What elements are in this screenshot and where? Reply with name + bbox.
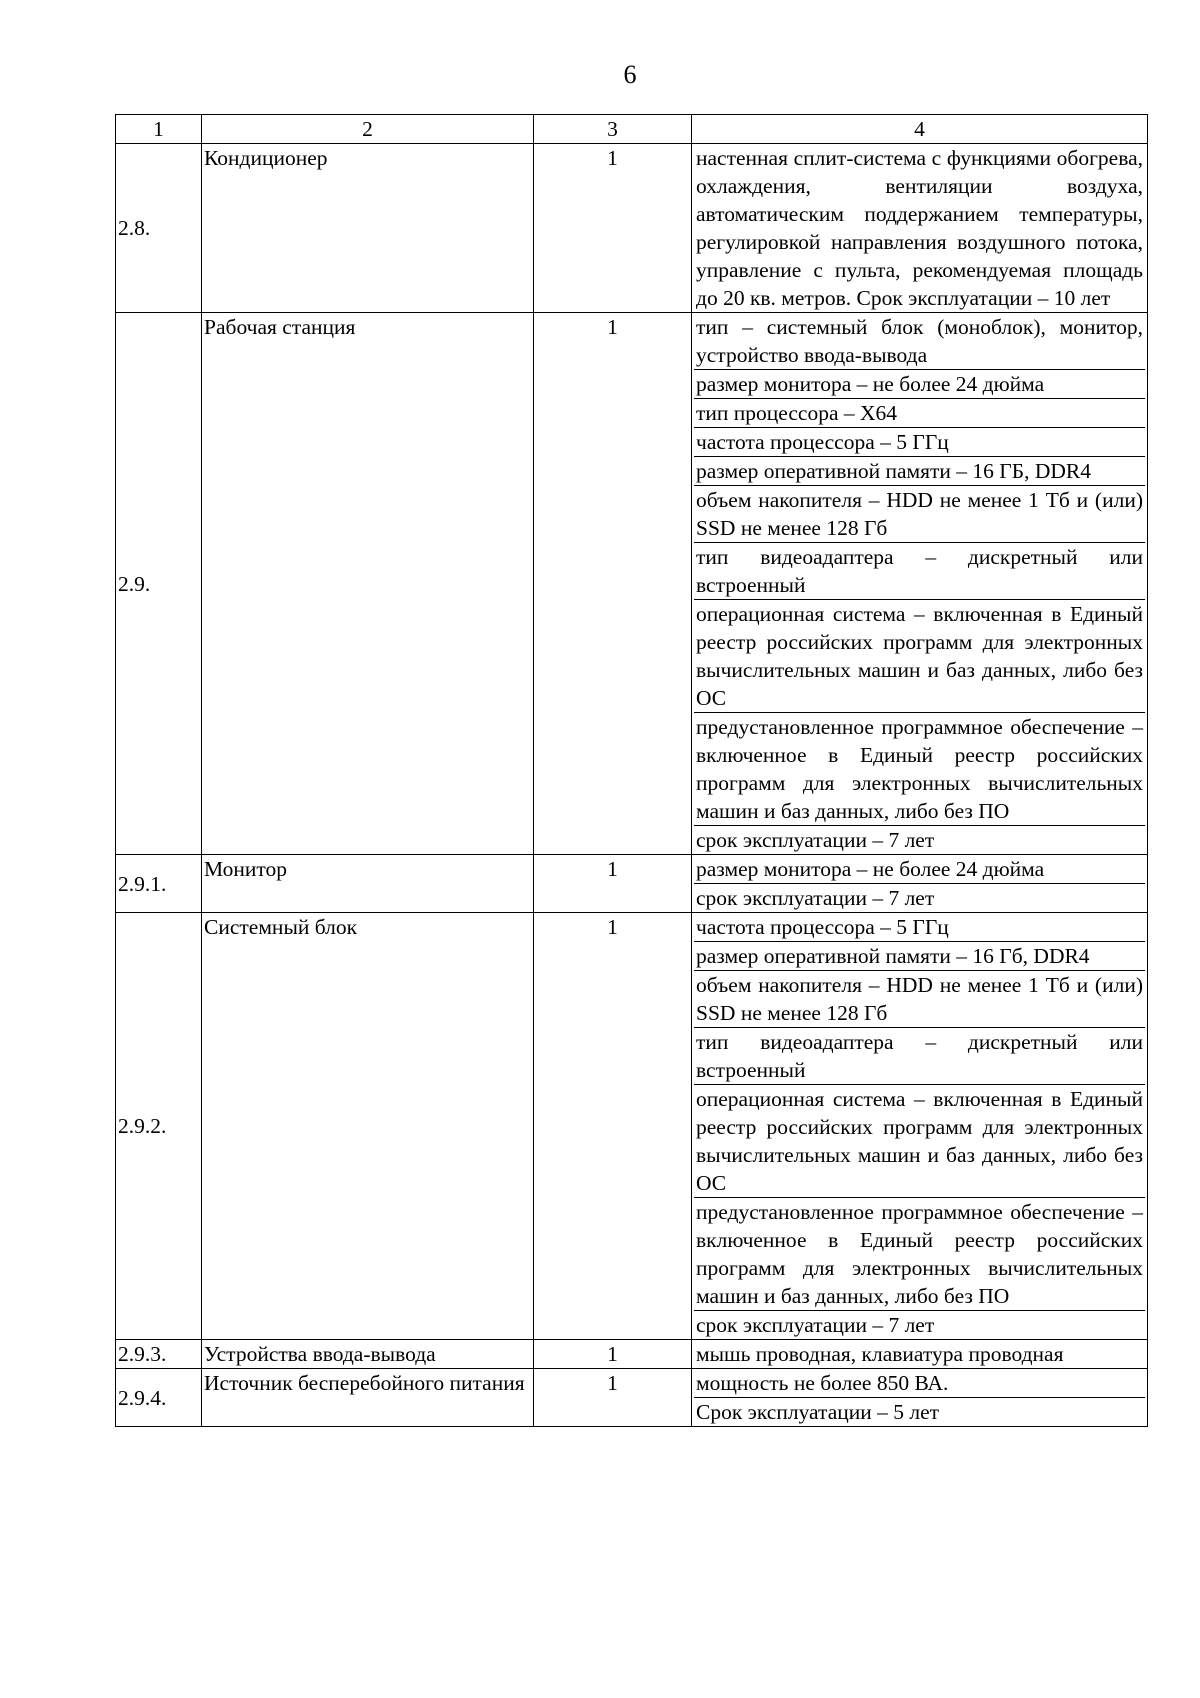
table-row: [116, 313, 1148, 855]
characteristic-line: Срок эксплуатации – 5 лет: [696, 1400, 940, 1424]
table-body: [116, 144, 1148, 1427]
item-name: Системный блок: [202, 913, 534, 1340]
header-col-2: 2: [202, 115, 534, 144]
page-number: 6: [623, 60, 637, 89]
table-row: [116, 913, 1148, 1340]
characteristic-line: операционная система – включенная в Единый реестр российских программ для электронных вычислительных машин и баз данных, либо без ОС: [694, 1085, 1145, 1198]
item-characteristics: [692, 1340, 1148, 1369]
table-row: [116, 144, 1148, 313]
item-name: Монитор: [202, 855, 534, 913]
characteristic-line: тип видеоадаптера – дискретный или встроенный: [694, 1028, 1145, 1085]
characteristic-line: тип – системный блок (моноблок), монитор, устройство ввода-вывода: [694, 313, 1145, 370]
item-name: Кондиционер: [202, 144, 534, 313]
table-row: [116, 1340, 1148, 1369]
row-number: 2.9.4.: [116, 1369, 202, 1427]
item-characteristics: [692, 855, 1148, 913]
characteristic-line: операционная система – включенная в Единый реестр российских программ для электронных вычислительных машин и баз данных, либо без ОС: [694, 600, 1145, 713]
item-quantity: 1: [534, 1369, 692, 1427]
characteristic-line: частота процессора – 5 ГГц: [694, 913, 1145, 942]
characteristic-line: срок эксплуатации – 7 лет: [696, 886, 935, 910]
row-number: 2.9.1.: [116, 855, 202, 913]
characteristic-line: частота процессора – 5 ГГц: [694, 428, 1145, 457]
specification-table: [115, 114, 1148, 1427]
header-col-1: 1: [116, 115, 202, 144]
item-characteristics: [692, 1369, 1148, 1427]
characteristic-line: тип видеоадаптера – дискретный или встроенный: [694, 543, 1145, 600]
row-number: 2.9.2.: [116, 913, 202, 1340]
table-header: [116, 115, 1148, 144]
characteristic-line: размер оперативной памяти – 16 ГБ, DDR4: [694, 457, 1145, 486]
row-number: 2.9.: [116, 313, 202, 855]
row-number: 2.8.: [116, 144, 202, 313]
item-name: Устройства ввода-вывода: [202, 1340, 534, 1369]
item-characteristics: [692, 313, 1148, 855]
item-quantity: 1: [534, 313, 692, 855]
item-quantity: 1: [534, 1340, 692, 1369]
table-row: [116, 855, 1148, 913]
characteristic-line: размер оперативной памяти – 16 Гб, DDR4: [694, 942, 1145, 971]
characteristic-line: предустановленное программное обеспечение – включенное в Единый реестр российских программ для электронных вычислительных машин и баз данных, либо без ПО: [694, 713, 1145, 826]
item-quantity: 1: [534, 913, 692, 1340]
item-characteristics: [692, 913, 1148, 1340]
characteristic-line: мощность не более 850 ВА.: [694, 1369, 1145, 1398]
item-quantity: 1: [534, 855, 692, 913]
characteristic-line: срок эксплуатации – 7 лет: [696, 828, 935, 852]
item-name: Источник бесперебойного питания: [202, 1369, 534, 1427]
characteristic-line: предустановленное программное обеспечение – включенное в Единый реестр российских программ для электронных вычислительных машин и баз данных, либо без ПО: [694, 1198, 1145, 1311]
item-quantity: 1: [534, 144, 692, 313]
characteristic-line: объем накопителя – HDD не менее 1 Тб и (или) SSD не менее 128 Гб: [694, 486, 1145, 543]
characteristic-line: размер монитора – не более 24 дюйма: [694, 855, 1145, 884]
characteristic-line: объем накопителя – HDD не менее 1 Тб и (или) SSD не менее 128 Гб: [694, 971, 1145, 1028]
characteristic-line: настенная сплит-система с функциями обогрева, охлаждения, вентиляции воздуха, автоматическим поддержанием температуры, регулировкой направления воздушного потока, управление с пульта, рекомендуемая площадь до 20 кв. метров. Срок эксплуатации – 10 лет: [696, 146, 1143, 310]
row-number: 2.9.3.: [116, 1340, 202, 1369]
table-row: [116, 1369, 1148, 1427]
header-col-3: 3: [534, 115, 692, 144]
characteristic-line: размер монитора – не более 24 дюйма: [694, 370, 1145, 399]
characteristic-line: срок эксплуатации – 7 лет: [696, 1313, 935, 1337]
header-row: [116, 115, 1148, 144]
item-name: Рабочая станция: [202, 313, 534, 855]
characteristic-line: мышь проводная, клавиатура проводная: [696, 1342, 1064, 1366]
characteristic-line: тип процессора – X64: [694, 399, 1145, 428]
header-col-4: 4: [692, 115, 1148, 144]
item-characteristics: [692, 144, 1148, 313]
